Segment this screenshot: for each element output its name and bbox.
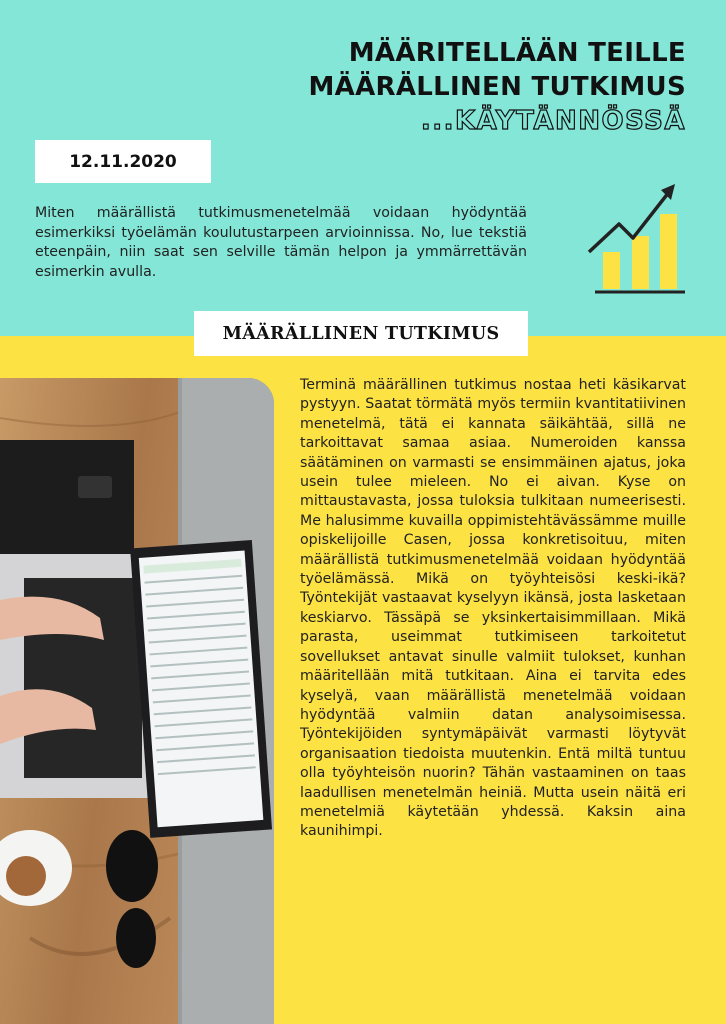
intro-paragraph: Miten määrällistä tutkimusmenetelmää voidaan hyödyntää esimerkiksi työelämän koulutustarpeen arvioinnissa. No, lue tekstiä eteenpäin, niin saat sen selville tämän helpon ja ymmärrettävän esimerkin avulla. [35, 205, 527, 280]
laptop-desk-illustration [0, 378, 274, 1024]
growth-chart-icon [585, 180, 691, 298]
date-badge: 12.11.2020 [35, 140, 211, 183]
chart-bar-3 [660, 214, 677, 289]
title-line-2: MÄÄRÄLLINEN TUTKIMUS [308, 72, 686, 102]
section-heading: MÄÄRÄLLINEN TUTKIMUS [194, 311, 528, 356]
laptop-photo [0, 378, 274, 1024]
page-title [308, 36, 686, 138]
title-line-1: MÄÄRITELLÄÄN TEILLE [348, 38, 686, 68]
notebook [0, 440, 134, 554]
sunglasses [106, 830, 158, 902]
chart-bar-2 [632, 236, 649, 289]
chart-trend-line [589, 192, 669, 252]
section-body-text: Terminä määrällinen tutkimus nostaa heti käsikarvat pystyyn. Saatat törmätä myös termiin kvantitatiivinen menetelmä, tätä ei kannata säikähtää, sillä ne tarkoittavat samaa asiaa. Numeroiden kanssa säätäminen on varmasti se ensimmäinen ajatus, joka usein tulee mieleen. No ei aivan. Kyse on mittaustavasta, jossa tuloksia tulkitaan numeerisesti. Me halusimme kuvailla oppimistehtävässämme muille opiskelijoille Casen, jossa konkretisoituu, miten määrällistä tutkimusmenetelmää voidaan hyödyntää työelämässä. Mikä on työyhteisösi keski-ikä? Työntekijät vastaavat kyselyyn ikänsä, josta lasketaan keskiarvo. Tässäpä se yksinkertaisimmillaan. Mikä parasta, useimmat tutkimiseen tarkoitetut sovellukset antavat sinulle valmiit tulokset, kunhan määritellään mitä tutkitaan. Aina ei tarvita edes kyselyä, vaan määrällistä menetelmää voidaan hyödyntää valmiin datan analysoimisessa. Työntekijöiden syntymäpäivät varmasti löytyvät organisaation tiedoista muutenkin. Entä miltä tuntuu olla työyhteisön nuorin? Tähän vastaaminen on taas laadullisen menetelmän heiniä. Mutta usein näitä eri menetelmiä käytetään yhdessä. Kaksin aina kaunihimpi. [300, 377, 686, 840]
chart-bar-1 [603, 252, 620, 289]
title-line-3: ...KÄYTÄNNÖSSÄ [420, 106, 686, 136]
